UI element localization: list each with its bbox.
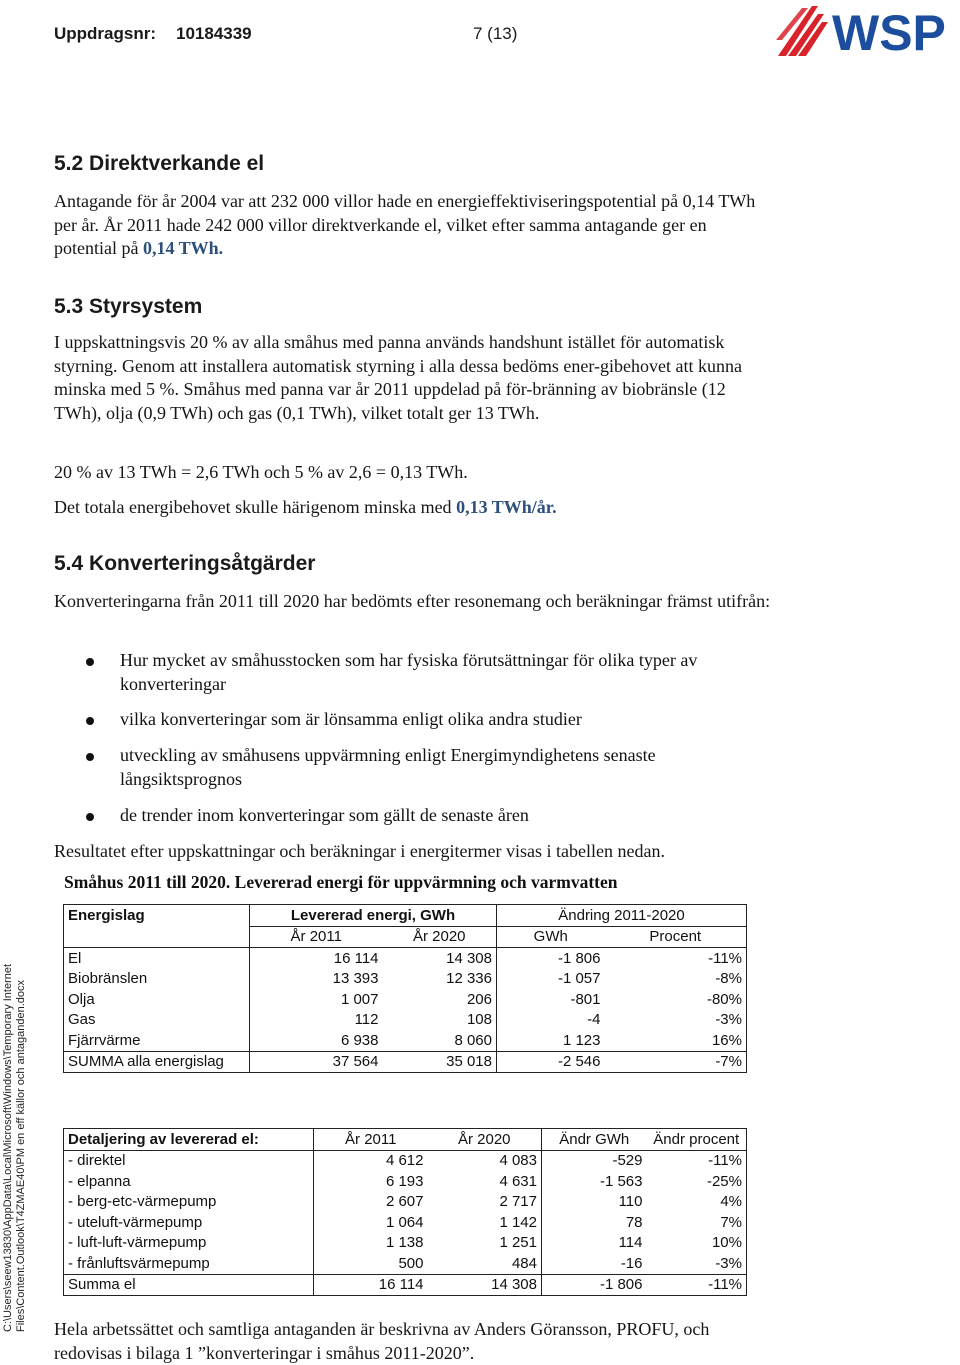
paragraph-5-2 [54,190,774,261]
table-cell: Detaljering av levererad el: [64,1129,314,1151]
table-cell: - uteluft-värmepump [64,1212,314,1233]
table-cell: - direktel [64,1150,314,1171]
table-cell: 500 [314,1253,428,1274]
electricity-detail-table [63,1128,747,1296]
table-cell: 4 631 [499,1172,537,1190]
total-reduction-text: Det totala energibehovet skulle härigenom minska med [54,497,457,517]
bullet-icon [86,658,94,666]
result-text: Resultatet efter uppskattningar och beräkningar i energitermer visas i tabellen nedan. [54,841,665,861]
table-cell: -1 806 [542,1274,647,1296]
heading-5-3: 5.3 Styrsystem [54,295,203,318]
table-subheader-row [64,926,747,948]
table-cell: 4% [647,1192,747,1213]
table-row [64,1233,747,1254]
table-cell: 7% [647,1212,747,1233]
table-cell: 8 060 [383,1030,497,1051]
table-cell: -4 [497,1010,605,1031]
table-cell: Olja [64,989,250,1010]
bullet-text: utveckling av småhusens uppvärmning enligt Energimyndighetens senaste långsiktsprognos [120,745,656,789]
table-row [64,1030,747,1051]
table-cell: -1 806 [497,948,605,969]
table-header-row [64,905,747,927]
table-cell: -8% [605,969,747,990]
table-cell: 10% [647,1233,747,1254]
table-cell: GWh [497,926,605,948]
bullet-icon [86,717,94,725]
table-cell: 78 [542,1212,647,1233]
table-cell: 1 251 [499,1234,537,1252]
table-cell: 1 064 [314,1212,428,1233]
heading-5-4: 5.4 Konverteringsåtgärder [54,552,316,575]
table-cell: -2 546 [497,1051,605,1073]
file-path-line-2: Files\Content.Outlook\T4ZMAE40\PM en eff källor och antaganden.docx [15,980,27,1332]
table-cell: År 2020 [428,1129,542,1151]
table-cell: -16 [542,1253,647,1274]
table-cell: 6 193 [314,1171,428,1192]
header-change: Ändring 2011-2020 [497,905,747,927]
table-row [64,969,747,990]
table-cell: -80% [605,989,747,1010]
wsp-logo-mark [772,0,960,62]
table-cell: Gas [64,1010,250,1031]
total-reduction-line [54,496,774,520]
potential-highlight: 0,14 TWh. [142,238,224,258]
table-cell: -25% [647,1171,747,1192]
table-cell: 1 007 [250,989,383,1010]
table-cell: -3% [647,1253,747,1274]
table-cell: 12 336 [446,970,492,988]
table-cell: -7% [605,1051,747,1073]
total-reduction-highlight: 0,13 TWh/år. [456,497,557,517]
table-title: Småhus 2011 till 2020. Levererad energi för uppvärmning och varmvatten [64,872,618,892]
table-cell: 2 607 [314,1192,428,1213]
table-cell: 1 138 [314,1233,428,1254]
table-row [64,948,747,969]
table-cell: 484 [428,1253,542,1274]
logo-text: WSP [832,5,946,61]
paragraph-5-4: Konverteringarna från 2011 till 2020 har bedömts efter resonemang och beräkningar främst utifrån: [54,591,771,611]
table-cell: 4 083 [499,1152,537,1170]
table-row [64,989,747,1010]
table-cell: -1 057 [497,969,605,990]
header-energislag: Energislag [64,905,250,927]
table-cell: Ändr GWh [542,1129,647,1151]
table-cell: El [64,948,250,969]
bullet-text: Hur mycket av småhusstocken som har fysiska förutsättningar för olika typer av konverteringar [120,650,698,694]
table-cell: - luft-luft-värmepump [64,1233,314,1254]
wsp-logo [772,0,960,62]
assignment-number: 10184339 [176,24,252,43]
table-cell: 16% [605,1030,747,1051]
paragraph-5-2-text: Antagande för år 2004 var att 232 000 villor hade en energieffektiviseringspotential på 0,14 TWh per år. År 2011 hade 242 000 villor direktverkande el, vilket efter samma antagande ger en potential på [54,191,756,258]
file-path [2,964,28,1332]
bullet-text: de trender inom konverteringar som gällt de senaste åren [120,805,529,825]
table-sum-row [64,1274,747,1296]
table-cell: -1 563 [542,1171,647,1192]
table-cell: 13 393 [250,969,383,990]
table-cell: 108 [466,1011,492,1029]
table-cell: 4 612 [314,1150,428,1171]
calculation-line: 20 % av 13 TWh = 2,6 TWh och 5 % av 2,6 = 0,13 TWh. [54,462,468,482]
table-row [64,1171,747,1192]
table-sum-row [64,1051,747,1073]
table-cell: -11% [605,948,747,969]
table-row [64,1150,747,1171]
table-cell: 14 308 [446,949,492,967]
table-cell: Fjärrvärme [64,1030,250,1051]
table-cell: Summa el [64,1274,314,1296]
table-cell: -801 [497,989,605,1010]
header-delivered: Levererad energi, GWh [250,905,497,927]
table-cell: Procent [605,926,747,948]
table-cell: 2 717 [499,1193,537,1211]
energy-table [63,904,747,1073]
table-cell: År 2011 [314,1129,428,1151]
closing-paragraph: Hela arbetssättet och samtliga antaganden är beskrivna av Anders Göransson, PROFU, och redovisas i bilaga 1 ”konverteringar i småhus 2011-2020”. [54,1319,710,1363]
table-cell: 14 308 [428,1274,542,1296]
table-cell: -11% [647,1274,747,1296]
bullet-icon [86,813,94,821]
table-cell: 6 938 [250,1030,383,1051]
page-number: 7 (13) [473,24,518,43]
table-row [64,1010,747,1031]
table-cell: - elpanna [64,1171,314,1192]
table-cell: 16 114 [250,948,383,969]
table-cell: 206 [466,990,492,1008]
file-path-line-1: C:\Users\seew13830\AppData\Local\Microsoft\Windows\Temporary Internet [2,963,14,1332]
bullet-icon [86,753,94,761]
table-cell: Ändr procent [647,1129,747,1151]
heading-5-2: 5.2 Direktverkande el [54,152,265,175]
table-cell: -3% [605,1010,747,1031]
table-row [64,1192,747,1213]
table-cell: - berg-etc-värmepump [64,1192,314,1213]
table-header-row [64,1129,747,1151]
table-cell [64,926,250,948]
table-cell: 35 018 [383,1051,497,1073]
table-cell: 37 564 [250,1051,383,1073]
table-cell: 16 114 [314,1274,428,1296]
table-cell: -529 [542,1150,647,1171]
bullet-text: vilka konverteringar som är lönsamma enligt olika andra studier [120,709,582,729]
table-cell: -11% [647,1150,747,1171]
table-row [64,1212,747,1233]
table-cell: 114 [542,1233,647,1254]
table-cell: År 2011 [250,926,383,948]
table-cell: 112 [250,1010,383,1031]
assignment-label: Uppdragsnr: [54,24,156,43]
table-cell: 1 142 [499,1213,537,1231]
table-cell: - frånluftsvärmepump [64,1253,314,1274]
table-cell: 1 123 [497,1030,605,1051]
table-cell: SUMMA alla energislag [64,1051,250,1073]
table-cell: 110 [542,1192,647,1213]
table-cell: Biobränslen [64,969,250,990]
table-cell: År 2020 [383,926,497,948]
paragraph-5-3: I uppskattningsvis 20 % av alla småhus med panna används handshunt istället för automatisk styrning. Genom att installera automatisk styrning i alla dessa bedöms ener-gibehovet att kunna minska med 5 %. Småhus med panna var år 2011 uppdelad på för-bränning av biobränsle (12 TWh), olja (0,9 TWh) och gas (0,1 TWh), vilket totalt ger 13 TWh. [54,332,742,423]
table-row [64,1253,747,1274]
